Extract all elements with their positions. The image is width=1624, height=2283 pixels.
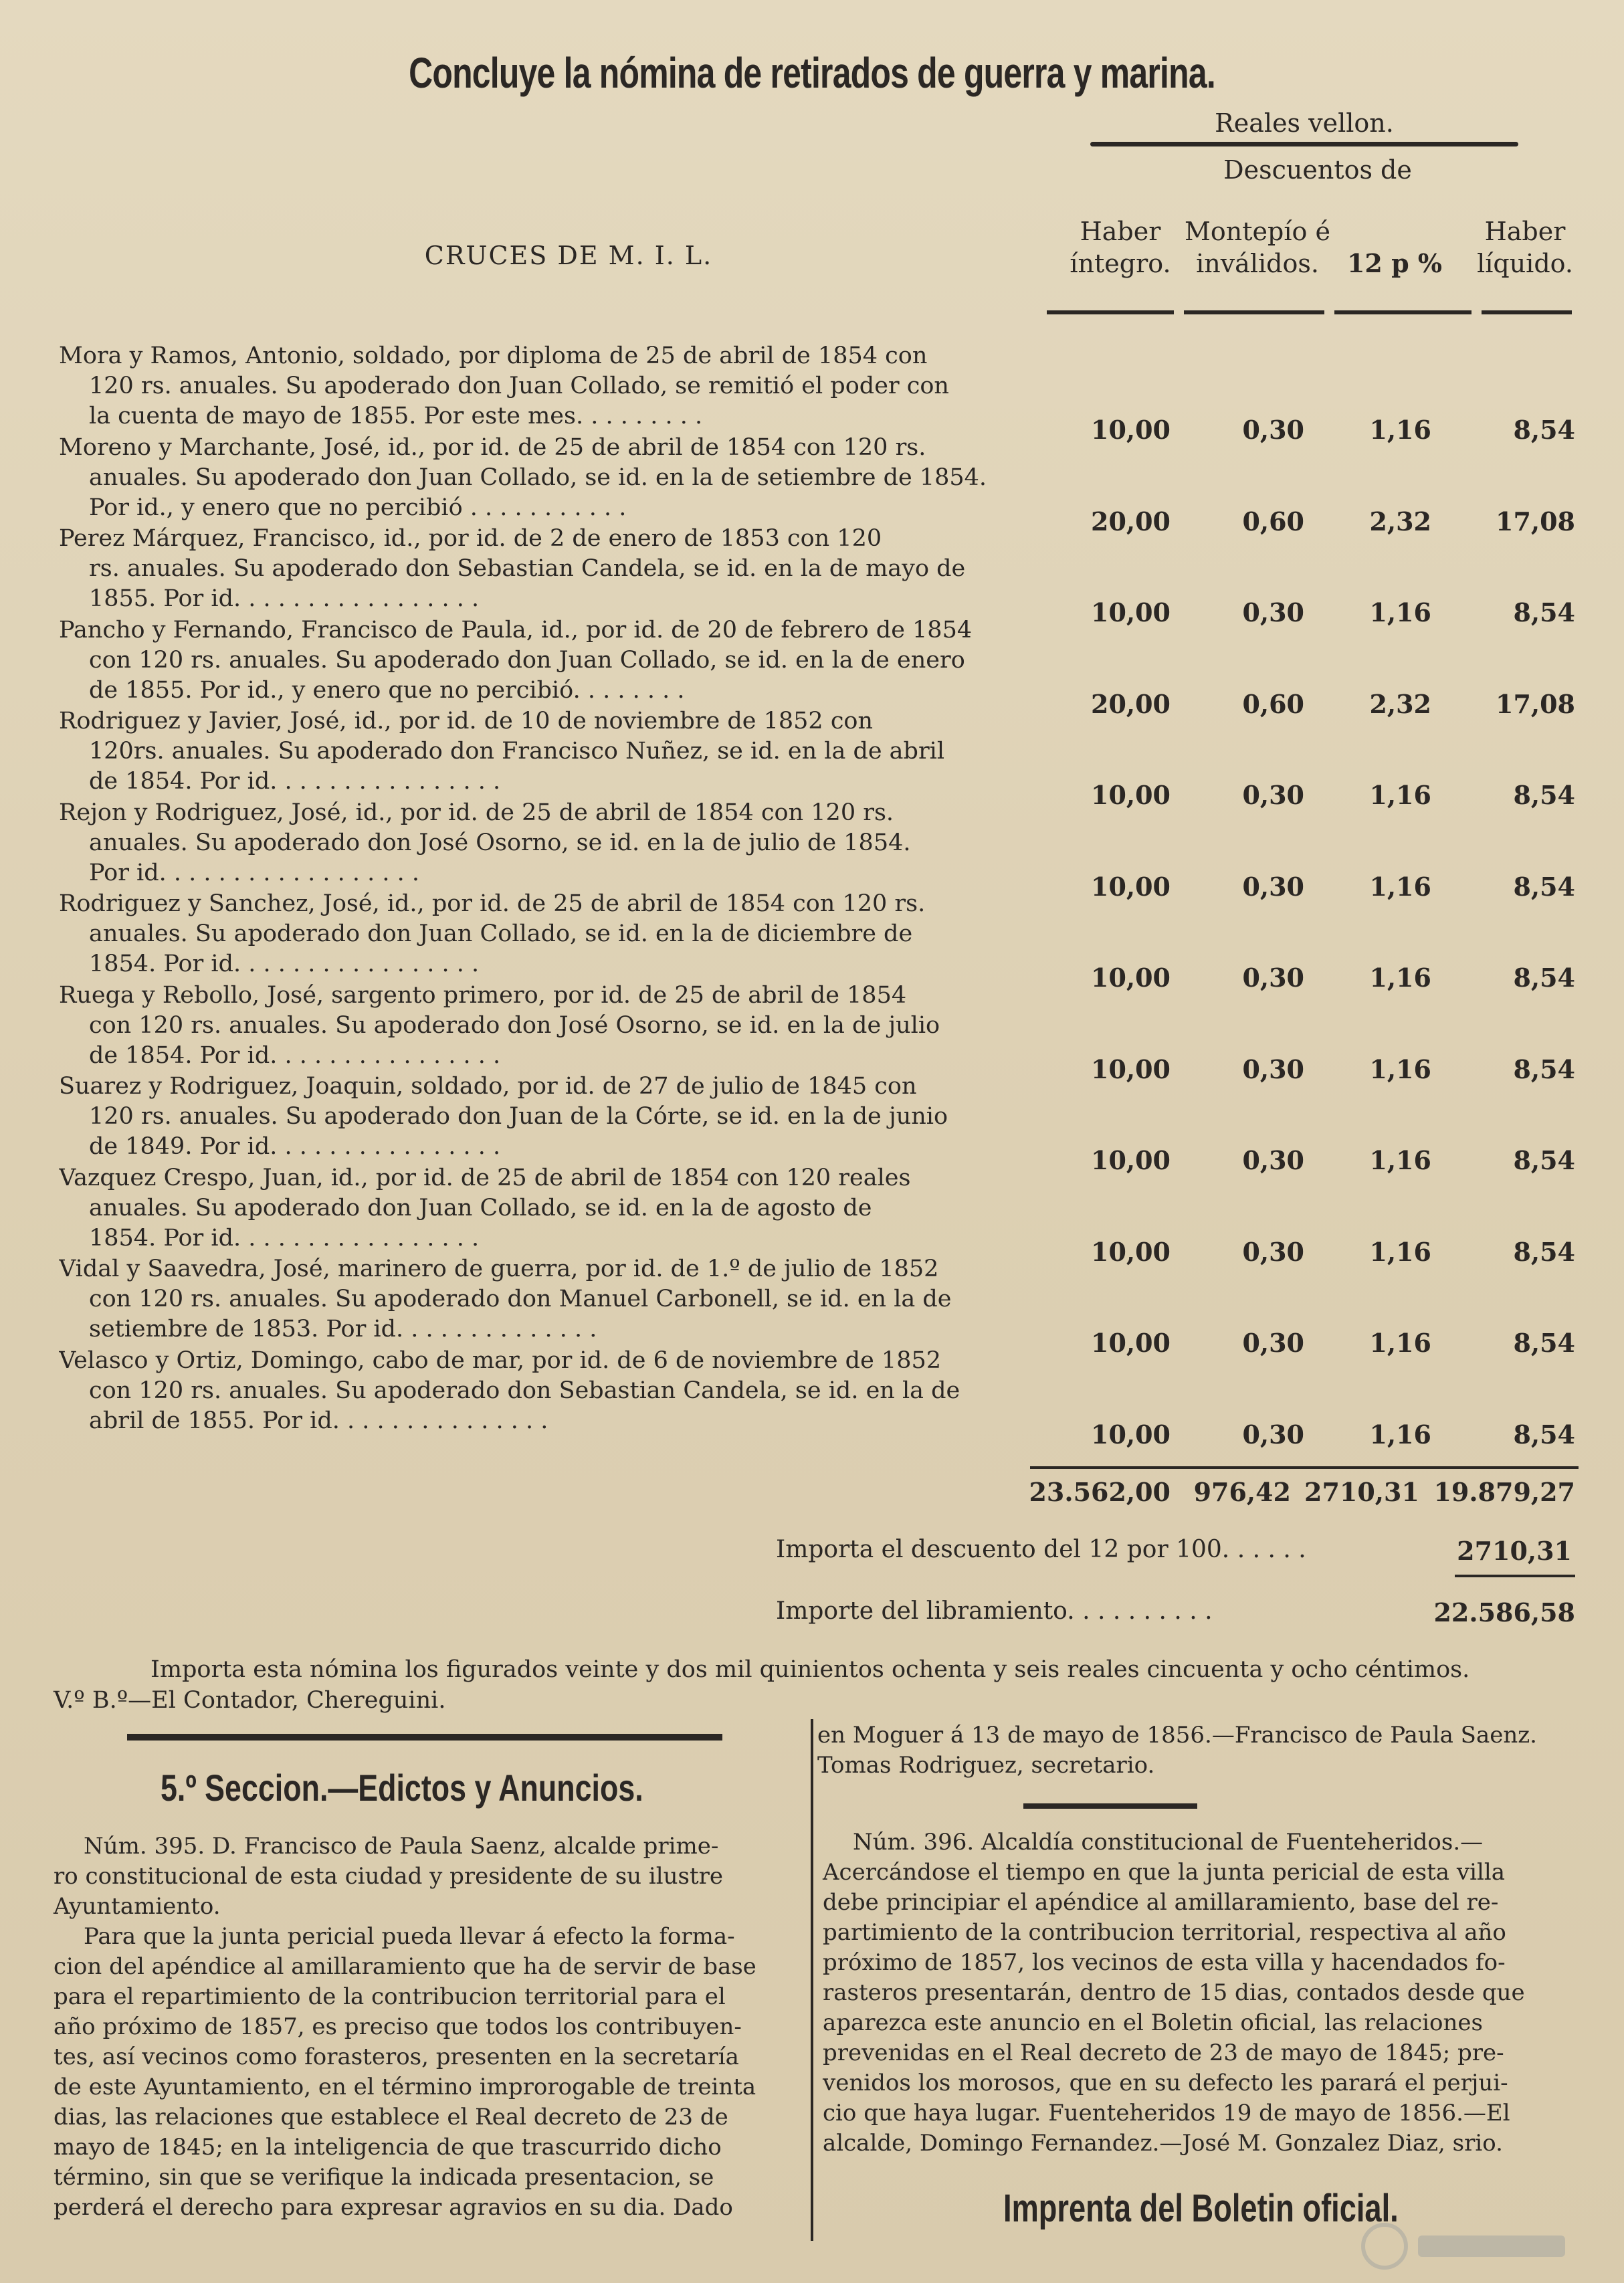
amount-12pct: 1,16 <box>1369 1145 1431 1175</box>
pension-entry-line: con 120 rs. anuales. Su apoderado don Juan Collado, se id. en la de enero <box>89 646 965 674</box>
section-title: 5.º Seccion.—Edictos y Anuncios. <box>161 1767 643 1809</box>
amount-liquido: 17,08 <box>1496 688 1575 719</box>
pension-entry-line: anuales. Su apoderado don Juan Collado, se id. en la de diciembre de <box>89 920 913 947</box>
pension-entry <box>59 1254 1029 1345</box>
amount-integro: 10,00 <box>1091 415 1171 445</box>
amount-12pct: 1,16 <box>1369 415 1431 445</box>
column-line: para el repartimiento de la contribucion territorial para el <box>54 1983 726 2010</box>
column-line: debe principiar el apéndice al amillaramiento, base del re- <box>823 1889 1499 1916</box>
amount-montepio: 0,30 <box>1242 597 1304 627</box>
column-line: prevenidas en el Real decreto de 23 de mayo de 1845; pre- <box>823 2040 1504 2066</box>
amount-12pct: 1,16 <box>1369 1054 1431 1084</box>
amount-12pct: 1,16 <box>1369 871 1431 902</box>
amount-liquido: 8,54 <box>1513 1054 1575 1084</box>
pension-entry <box>59 981 1029 1071</box>
pension-entry <box>59 889 1029 979</box>
amount-integro: 10,00 <box>1091 1236 1171 1267</box>
pension-entry-line: Rodriguez y Javier, José, id., por id. de 10 de noviembre de 1852 con <box>59 708 874 734</box>
pension-entry-line: Mora y Ramos, Antonio, soldado, por diploma de 25 de abril de 1854 con <box>59 342 928 369</box>
pension-entry-line: 120 rs. anuales. Su apoderado don Juan Collado, se remitió el poder con <box>89 373 949 399</box>
amount-12pct: 1,16 <box>1369 1328 1431 1358</box>
amount-montepio: 0,30 <box>1242 780 1304 810</box>
pension-entry <box>59 341 1029 431</box>
pension-entry-line: Por id., y enero que no percibió . . . . . . . . . . . <box>89 494 627 521</box>
libramiento-value: 22.586,58 <box>1433 1597 1575 1627</box>
pension-entry-line: con 120 rs. anuales. Su apoderado don Sebastian Candela, se id. en la de <box>89 1377 960 1404</box>
header-col1-line2: íntegro. <box>1070 249 1171 278</box>
edict-separator-rule <box>1023 1803 1197 1809</box>
amount-integro: 10,00 <box>1091 597 1171 627</box>
amount-liquido: 8,54 <box>1513 415 1575 445</box>
header-col4-line2: líquido. <box>1477 249 1573 278</box>
section-thick-rule <box>127 1734 722 1741</box>
column-line: año próximo de 1857, es preciso que todos los contribuyen- <box>54 2013 742 2040</box>
header-cruces: CRUCES DE M. I. L. <box>424 241 713 270</box>
header-descuentos: Descuentos de <box>1223 155 1412 185</box>
pension-entry-line: de 1854. Por id. . . . . . . . . . . . . . . . <box>89 1041 501 1069</box>
pension-entry-line: rs. anuales. Su apoderado don Sebastian Candela, se id. en la de mayo de <box>89 555 966 582</box>
column-line: alcalde, Domingo Fernandez.—José M. Gonzalez Diaz, srio. <box>823 2130 1503 2157</box>
descuento-value: 2710,31 <box>1457 1536 1572 1566</box>
totals-rule <box>1030 1466 1579 1469</box>
total-12pct: 2710,31 <box>1304 1477 1419 1507</box>
column-line: en Moguer á 13 de mayo de 1856.—Francisco de Paula Saenz. <box>817 1722 1537 1749</box>
amount-12pct: 2,32 <box>1369 506 1431 536</box>
column-line: aparezca este anuncio en el Boletin oficial, las relaciones <box>823 2009 1483 2036</box>
amount-12pct: 1,16 <box>1369 780 1431 810</box>
column-line: perderá el derecho para expresar agravios en su dia. Dado <box>54 2194 733 2221</box>
pension-entry <box>59 524 1029 614</box>
amount-integro: 10,00 <box>1091 780 1171 810</box>
total-montepio: 976,42 <box>1193 1477 1291 1507</box>
column-line: dias, las relaciones que establece el Real decreto de 23 de <box>54 2104 728 2130</box>
descuento-rule <box>1455 1575 1575 1577</box>
amount-integro: 10,00 <box>1091 871 1171 902</box>
pension-entry-line: de 1854. Por id. . . . . . . . . . . . . . . . <box>89 768 501 795</box>
column-line: partimiento de la contribucion territorial, respectiva al año <box>823 1919 1506 1946</box>
column-line: Tomas Rodriguez, secretario. <box>817 1752 1155 1779</box>
pension-entry-line: Vidal y Saavedra, José, marinero de guerra, por id. de 1.º de julio de 1852 <box>59 1256 939 1282</box>
pension-entry-line: setiembre de 1853. Por id. . . . . . . . . . . . . . <box>89 1316 597 1343</box>
header-rule <box>1090 142 1518 146</box>
pension-entry-line: de 1849. Por id. . . . . . . . . . . . . . . . <box>89 1133 501 1160</box>
pension-entry-line: anuales. Su apoderado don Juan Collado, se id. en la de agosto de <box>89 1194 872 1221</box>
amount-integro: 10,00 <box>1091 1145 1171 1175</box>
amount-liquido: 8,54 <box>1513 1419 1575 1450</box>
pension-entry-line: Vazquez Crespo, Juan, id., por id. de 25 de abril de 1854 con 120 reales <box>59 1164 911 1191</box>
pension-entry-line: abril de 1855. Por id. . . . . . . . . . . . . . . <box>89 1407 548 1434</box>
column-line: tes, así vecinos como forasteros, presenten en la secretaría <box>54 2044 739 2070</box>
pension-entry-line: Rejon y Rodriguez, José, id., por id. de 25 de abril de 1854 con 120 rs. <box>59 799 894 826</box>
amount-liquido: 8,54 <box>1513 1236 1575 1267</box>
contador-text: V.º B.º—El Contador, Chereguini. <box>54 1687 446 1714</box>
amount-integro: 10,00 <box>1091 1054 1171 1084</box>
pension-entry <box>59 1163 1029 1254</box>
column-line: Ayuntamiento. <box>54 1893 221 1920</box>
pension-entry-line: Pancho y Fernando, Francisco de Paula, id., por id. de 20 de febrero de 1854 <box>59 616 973 643</box>
column-line: cio que haya lugar. Fuenteheridos 19 de mayo de 1856.—El <box>823 2100 1510 2126</box>
col3-rule <box>1334 310 1471 314</box>
pension-entry-line: de 1855. Por id., y enero que no percibió. . . . . . . . <box>89 676 685 704</box>
pension-entry <box>59 1346 1029 1436</box>
page-title: Concluye la nómina de retirados de guerra y marina. <box>409 49 1215 97</box>
amount-montepio: 0,30 <box>1242 1145 1304 1175</box>
column-line: cion del apéndice al amillaramiento que ha de servir de base <box>54 1953 756 1980</box>
amount-liquido: 17,08 <box>1496 506 1575 536</box>
header-col4-line1: Haber <box>1484 217 1566 246</box>
amount-12pct: 1,16 <box>1369 1419 1431 1450</box>
amount-integro: 20,00 <box>1091 506 1171 536</box>
column-line: de este Ayuntamiento, en el término improrogable de treinta <box>54 2074 756 2100</box>
pension-entry <box>59 798 1029 888</box>
pension-entry-line: Por id. . . . . . . . . . . . . . . . . . <box>89 859 420 886</box>
amount-12pct: 1,16 <box>1369 597 1431 627</box>
column-line: mayo de 1845; en la inteligencia de que trascurrido dicho <box>54 2134 722 2161</box>
pension-entry-line: la cuenta de mayo de 1855. Por este mes. . . . . . . . . <box>89 403 703 429</box>
header-reales: Reales vellon. <box>1215 108 1394 138</box>
descuento-label: Importa el descuento del 12 por 100. . . . . . <box>776 1536 1306 1563</box>
pension-entry-line: Rodriguez y Sanchez, José, id., por id. de 25 de abril de 1854 con 120 rs. <box>59 890 926 917</box>
importa-text: Importa esta nómina los figurados veinte y dos mil quinientos ochenta y seis reales cincuenta y ocho céntimos. <box>150 1656 1470 1683</box>
total-integro: 23.562,00 <box>1029 1477 1171 1507</box>
amount-12pct: 1,16 <box>1369 1236 1431 1267</box>
edict-396 <box>823 1827 1579 2159</box>
amount-montepio: 0,30 <box>1242 415 1304 445</box>
amount-integro: 20,00 <box>1091 688 1171 719</box>
imprenta-footer: Imprenta del Boletin oficial. <box>1003 2187 1399 2230</box>
header-haber-integro <box>1057 215 1184 280</box>
pension-entry-line: Velasco y Ortiz, Domingo, cabo de mar, por id. de 6 de noviembre de 1852 <box>59 1347 941 1374</box>
amount-montepio: 0,30 <box>1242 1419 1304 1450</box>
col1-rule <box>1047 310 1174 314</box>
header-col2-line2: inválidos. <box>1196 249 1319 278</box>
pension-entry <box>59 433 1029 523</box>
header-col1-line1: Haber <box>1080 217 1161 246</box>
pension-entry-line: 1854. Por id. . . . . . . . . . . . . . . . . <box>89 1224 480 1252</box>
libramiento-label: Importe del libramiento. . . . . . . . . . <box>776 1597 1213 1625</box>
amount-liquido: 8,54 <box>1513 1328 1575 1358</box>
amount-liquido: 8,54 <box>1513 780 1575 810</box>
column-line: Para que la junta pericial pueda llevar á efecto la forma- <box>84 1923 735 1950</box>
amount-integro: 10,00 <box>1091 1328 1171 1358</box>
column-line: Núm. 395. D. Francisco de Paula Saenz, alcalde prime- <box>84 1833 719 1860</box>
amount-12pct: 2,32 <box>1369 688 1431 719</box>
pension-entry-line: con 120 rs. anuales. Su apoderado don Manuel Carbonell, se id. en la de <box>89 1286 952 1312</box>
pension-entry-line: Ruega y Rebollo, José, sargento primero, por id. de 25 de abril de 1854 <box>59 981 907 1009</box>
pension-entry-line: 1854. Por id. . . . . . . . . . . . . . . . . <box>89 951 480 977</box>
column-line: término, sin que se verifique la indicada presentacion, se <box>54 2164 714 2191</box>
pension-entry-line: con 120 rs. anuales. Su apoderado don José Osorno, se id. en la de julio <box>89 1011 940 1039</box>
column-line: rasteros presentarán, dentro de 15 dias, contados desde que <box>823 1979 1525 2006</box>
pension-entry-line: 120 rs. anuales. Su apoderado don Juan de la Córte, se id. en la de junio <box>89 1103 948 1130</box>
pension-entry-line: anuales. Su apoderado don Juan Collado, se id. en la de setiembre de 1854. <box>89 464 987 491</box>
amount-integro: 10,00 <box>1091 1419 1171 1450</box>
column-line: Núm. 396. Alcaldía constitucional de Fuenteheridos.— <box>853 1829 1484 1856</box>
edict-395 <box>54 1831 803 2223</box>
edict-395-signature <box>817 1720 1580 1781</box>
header-haber-liquido <box>1458 215 1592 280</box>
pension-entry-line: 120rs. anuales. Su apoderado don Francisco Nuñez, se id. en la de abril <box>89 738 945 765</box>
amount-montepio: 0,30 <box>1242 1236 1304 1267</box>
pension-entry-line: 1855. Por id. . . . . . . . . . . . . . . . . <box>89 585 480 612</box>
watermark-logo <box>1358 2219 1579 2273</box>
column-line: ro constitucional de esta ciudad y presidente de su ilustre <box>54 1863 723 1890</box>
pension-entry-line: Perez Márquez, Francisco, id., por id. de 2 de enero de 1853 con 120 <box>59 525 882 552</box>
total-liquido: 19.879,27 <box>1433 1477 1575 1507</box>
header-montepio <box>1184 215 1331 280</box>
column-line: Acercándose el tiempo en que la junta pericial de esta villa <box>823 1859 1505 1886</box>
amount-integro: 10,00 <box>1091 963 1171 993</box>
amount-montepio: 0,30 <box>1242 963 1304 993</box>
amount-montepio: 0,30 <box>1242 871 1304 902</box>
pension-entry-line: Moreno y Marchante, José, id., por id. de 25 de abril de 1854 con 120 rs. <box>59 433 926 461</box>
amount-liquido: 8,54 <box>1513 597 1575 627</box>
amount-liquido: 8,54 <box>1513 963 1575 993</box>
header-12-pct: 12 p % <box>1346 248 1443 278</box>
amount-montepio: 0,60 <box>1242 506 1304 536</box>
header-col2-line1: Montepío é <box>1185 217 1330 246</box>
amount-montepio: 0,60 <box>1242 688 1304 719</box>
amount-12pct: 1,16 <box>1369 963 1431 993</box>
amount-montepio: 0,30 <box>1242 1328 1304 1358</box>
col4-rule <box>1482 310 1572 314</box>
pension-entry-line: anuales. Su apoderado don José Osorno, se id. en la de julio de 1854. <box>89 829 911 856</box>
column-line: venidos los morosos, que en su defecto les parará el perjui- <box>823 2070 1508 2096</box>
col2-rule <box>1184 310 1324 314</box>
pension-entry <box>59 706 1029 797</box>
pension-entry <box>59 615 1029 706</box>
amount-montepio: 0,30 <box>1242 1054 1304 1084</box>
column-line: próximo de 1857, los vecinos de esta villa y hacendados fo- <box>823 1949 1506 1976</box>
amount-liquido: 8,54 <box>1513 1145 1575 1175</box>
amount-liquido: 8,54 <box>1513 871 1575 902</box>
pension-entry <box>59 1072 1029 1162</box>
column-divider <box>811 1719 813 2241</box>
pension-entry-line: Suarez y Rodriguez, Joaquin, soldado, por id. de 27 de julio de 1845 con <box>59 1073 917 1100</box>
